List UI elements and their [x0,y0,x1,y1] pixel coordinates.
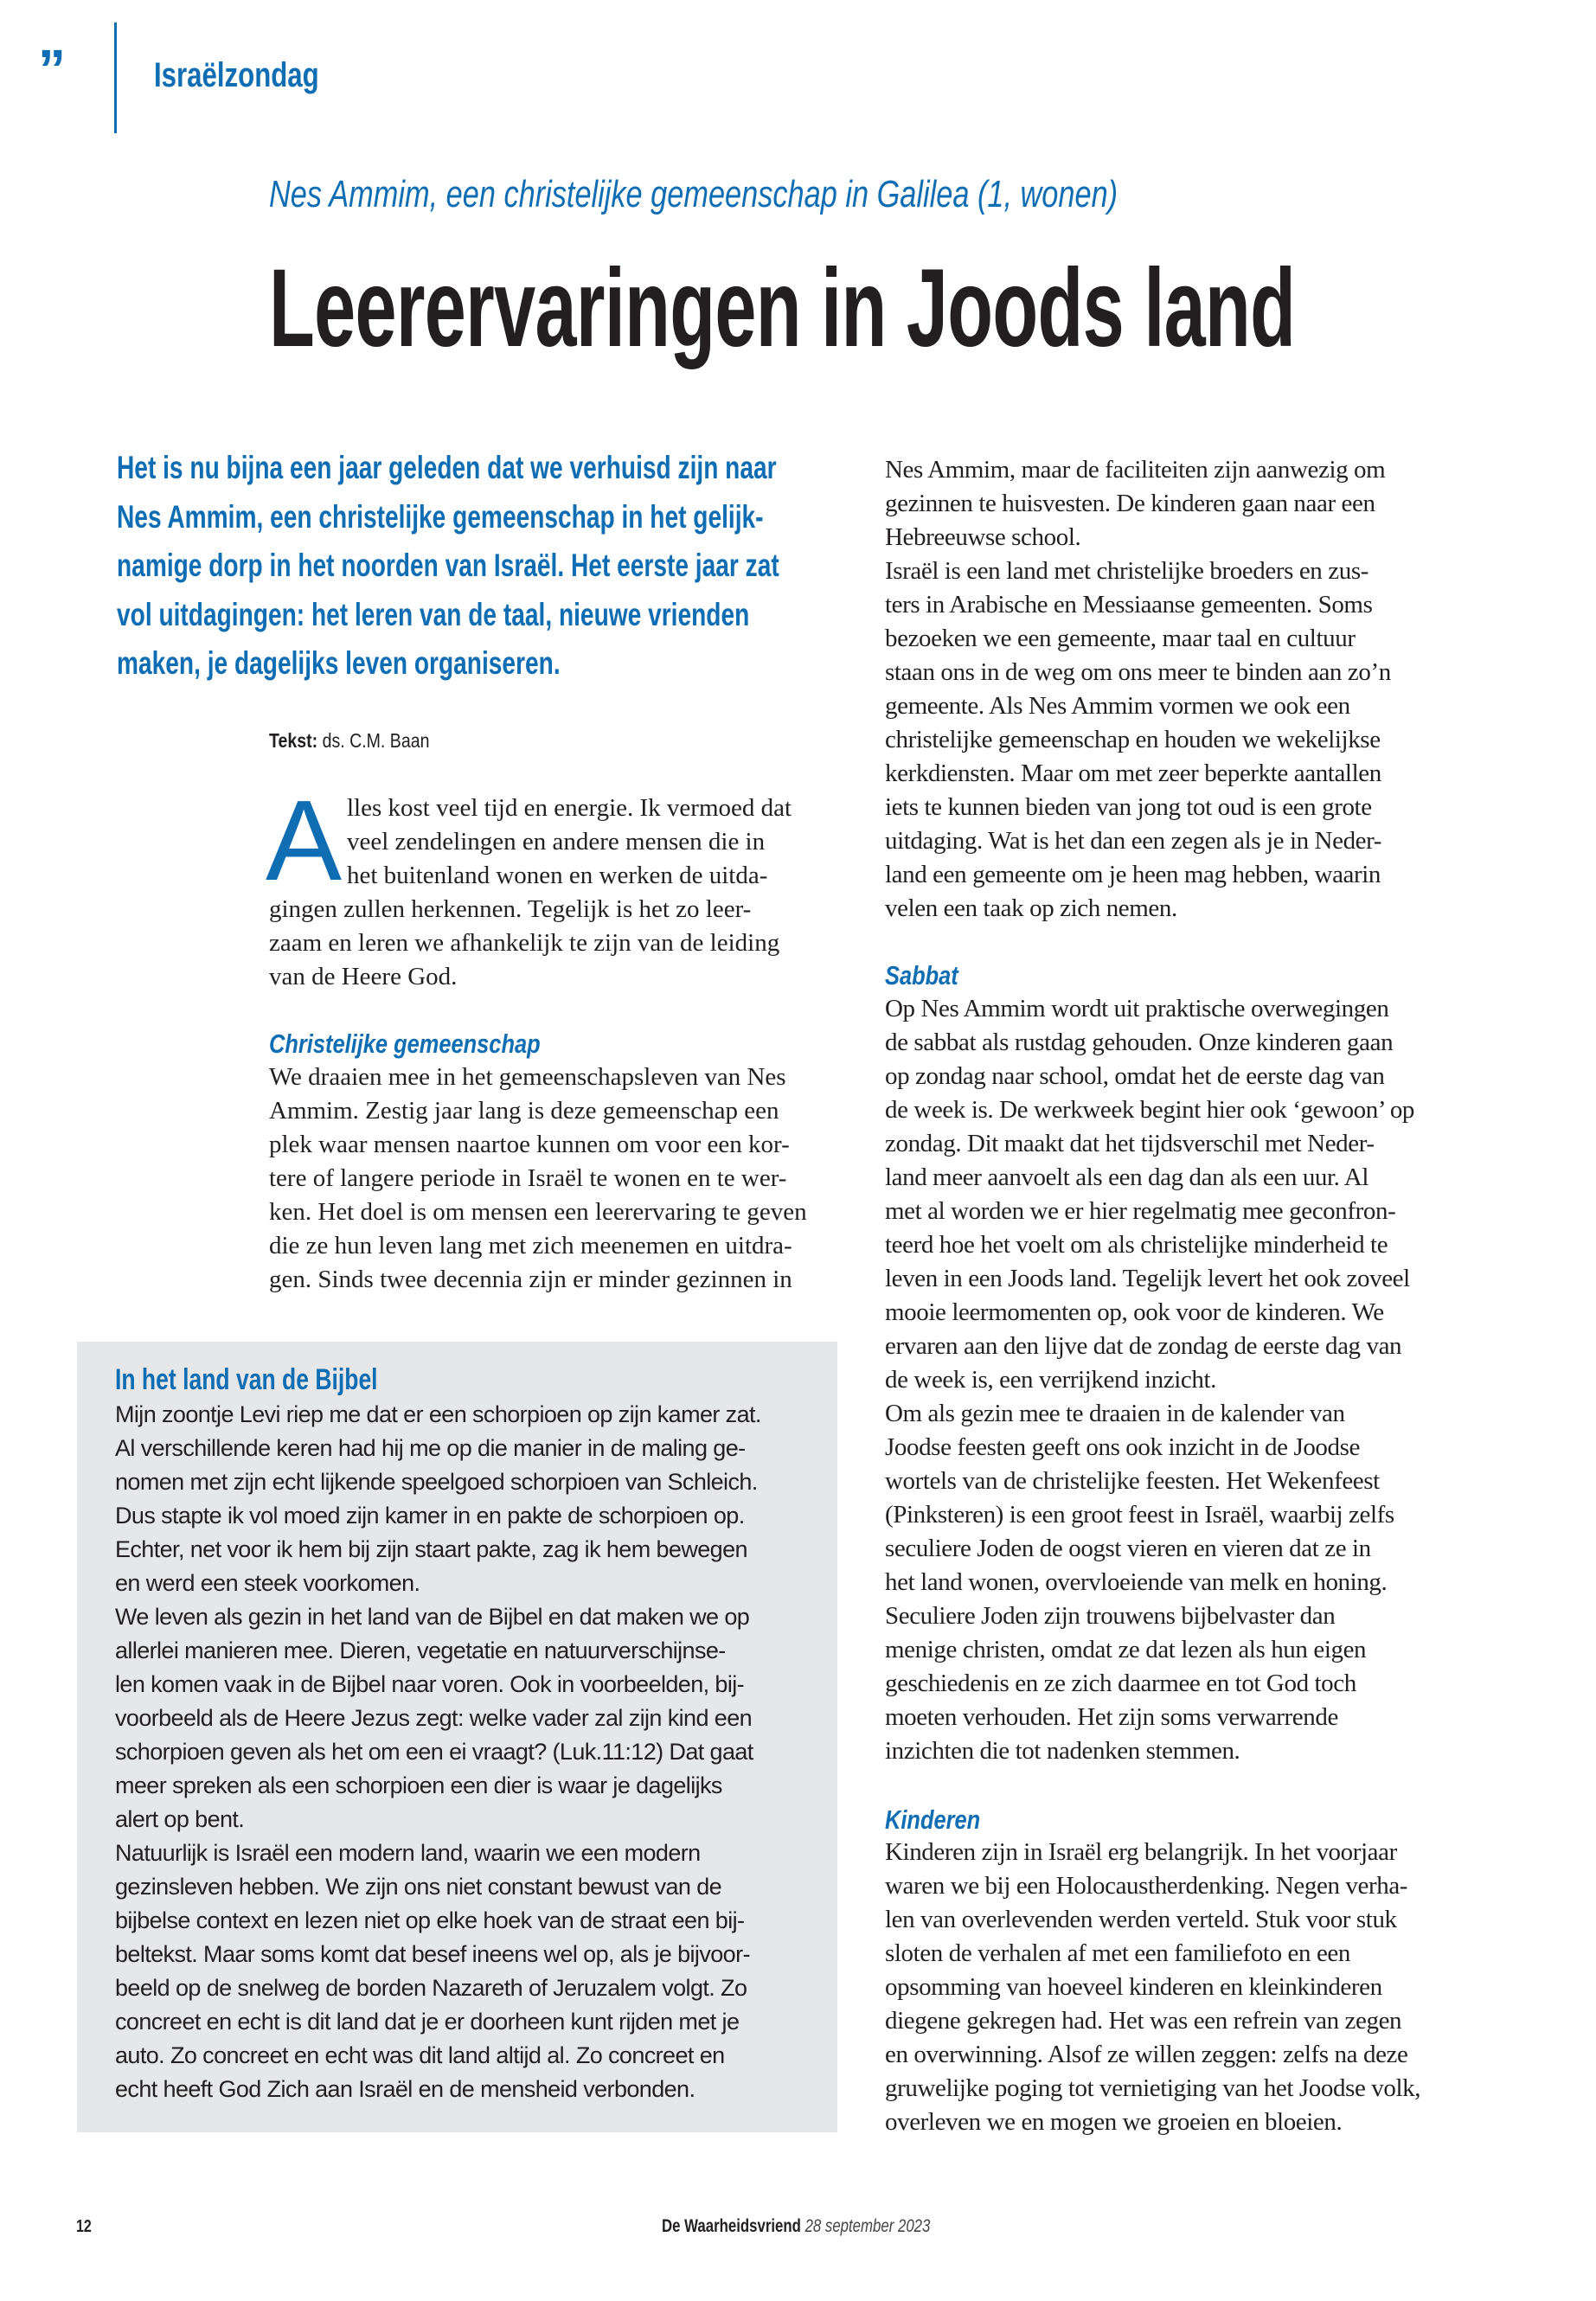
text-line: Dus stapte ik vol moed zijn kamer in en pakte de schorpioen op. [115,1503,745,1529]
text-line: mooie leermomenten op, ook voor de kinderen. We [885,1298,1384,1326]
text-line: We draaien mee in het gemeenschapsleven van Nes [269,1063,786,1091]
text-line: menige christen, omdat ze dat lezen als hun eigen [885,1636,1367,1663]
header-divider [114,22,117,133]
text-line: Israël is een land met christelijke broeders en zus- [885,557,1368,585]
text-line: maken, je dagelijks leven organiseren. [117,645,561,681]
text-line: kerkdiensten. Maar om met zeer beperkte aantallen [885,760,1381,787]
text-line: zondag. Dit maakt dat het tijdsverschil met Neder- [885,1130,1375,1157]
text-line: auto. Zo concreet en echt was dit land altijd al. Zo concreet en [115,2042,725,2068]
text-line: overleven we en mogen we groeien en bloeien. [885,2108,1343,2136]
text-line: de sabbat als rustdag gehouden. Onze kinderen gaan [885,1029,1394,1056]
text-line: alert op bent. [115,1806,245,1832]
text-line: Mijn zoontje Levi riep me dat er een schorpioen op zijn kamer zat. [115,1401,761,1427]
text-line: voorbeeld als de Heere Jezus zegt: welke vader zal zijn kind een [115,1705,753,1731]
text-line: lles kost veel tijd en energie. Ik vermoed dat [347,794,792,822]
quote-icon: ” [38,38,66,100]
text-line: concreet en echt is dit land dat je er doorheen kunt rijden met je [115,2009,740,2035]
text-line: Nes Ammim, maar de faciliteiten zijn aanwezig om [885,456,1386,484]
sidebar-box [77,1342,837,2132]
text-line: land meer aanvoelt als een dag dan als een uur. Al [885,1163,1368,1191]
text-line: Seculiere Joden zijn trouwens bijbelvaster dan [885,1602,1336,1630]
text-line: namige dorp in het noorden van Israël. Het eerste jaar zat [117,548,779,583]
section-christelijke-gemeenschap-text [269,1061,857,1297]
text-line: diegene gekregen had. Het was een refrein van zegen [885,2007,1402,2035]
text-line: Joodse feesten geeft ons ook inzicht in de Joodse [885,1433,1360,1461]
text-line: de week is. De werkweek begint hier ook ‘gewoon’ op [885,1096,1415,1124]
text-line: Natuurlijk is Israël een modern land, waarin we een modern [115,1840,701,1866]
text-line: seculiere Joden de oogst vieren en vieren dat ze in [885,1535,1371,1562]
byline [269,728,429,753]
text-line: gemeente. Als Nes Ammim vormen we ook een [885,692,1350,720]
text-line: Echter, net voor ik hem bij zijn staart pakte, zag ik hem bewegen [115,1536,747,1562]
text-line: waren we bij een Holocaustherdenking. Negen verha- [885,1872,1408,1900]
text-line: de week is, een verrijkend inzicht. [885,1366,1216,1394]
text-line: len komen vaak in de Bijbel naar voren. Ook in voorbeelden, bij- [115,1671,745,1697]
text-line: Nes Ammim, een christelijke gemeenschap in het gelijk- [117,498,764,535]
text-line: iets te kunnen bieden van jong tot oud is een grote [885,793,1372,821]
text-line: teerd hoe het voelt om als christelijke minderheid te [885,1231,1388,1259]
text-line: geschiedenis en ze zich daarmee en tot God toch [885,1670,1356,1697]
text-line: ervaren aan den lijve dat de zondag de eerste dag van [885,1332,1402,1360]
text-line: het land wonen, overvloeiende van melk en honing. [885,1568,1388,1596]
text-line: staan ons in de weg om ons meer te binden aan zo’n [885,658,1391,686]
text-line: moeten verhouden. Het zijn soms verwarrende [885,1703,1338,1731]
sidebar-box-heading: In het land van de Bijbel [115,1363,378,1396]
right-column-intro-text [885,453,1473,926]
text-line: en werd een steek voorkomen. [115,1570,420,1596]
text-line: Hebreeuwse school. [885,523,1081,551]
publication-name: De Waarheidsvriend [662,2216,801,2236]
drop-cap: A [266,777,343,904]
section-label: Israëlzondag [154,56,319,94]
text-line: Kinderen zijn in Israël erg belangrijk. In het voorjaar [885,1838,1397,1866]
text-line: inzichten die tot nadenken stemmen. [885,1737,1240,1765]
article-title: Leerervaringen in Joods land [269,247,1296,370]
text-line: Ammim. Zestig jaar lang is deze gemeenschap een [269,1097,779,1125]
text-line: tere of langere periode in Israël te wonen en te wer- [269,1164,787,1192]
text-line: uitdaging. Wat is het dan een zegen als je in Neder- [885,827,1382,855]
article-kicker: Nes Ammim, een christelijke gemeenschap in Galilea (1, wonen) [269,173,1118,215]
text-line: We leven als gezin in het land van de Bijbel en dat maken we op [115,1604,750,1630]
text-line: christelijke gemeenschap en houden we wekelijkse [885,726,1381,753]
text-line: veel zendelingen en andere mensen die in [347,828,766,856]
text-line: wortels van de christelijke feesten. Het Wekenfeest [885,1467,1380,1495]
byline-author: ds. C.M. Baan [322,729,430,752]
text-line: leven in een Joods land. Tegelijk levert het ook zoveel [885,1265,1410,1292]
text-line: len van overlevenden werden verteld. Stuk voor stuk [885,1906,1397,1933]
text-line: die ze hun leven lang met zich meenemen en uitdra- [269,1232,792,1259]
text-line: nomen met zijn echt lijkende speelgoed schorpioen van Schleich. [115,1469,758,1495]
section-kinderen-text [885,1836,1473,2139]
opening-paragraph [269,792,857,994]
text-line: het buitenland wonen en werken de uitda- [347,862,768,889]
text-line: gen. Sinds twee decennia zijn er minder gezinnen in [269,1266,792,1293]
text-line: gruwelijke poging tot vernietiging van het Joodse volk, [885,2074,1421,2102]
text-line: zaam en leren we afhankelijk te zijn van de leiding [269,929,780,957]
page-number: 12 [76,2217,92,2236]
text-line: ters in Arabische en Messiaanse gemeenten. Soms [885,591,1373,619]
text-line: Het is nu bijna een jaar geleden dat we verhuisd zijn naar [117,450,777,485]
byline-label: Tekst: [269,729,318,752]
publication-date: 28 september 2023 [804,2216,931,2236]
text-line: (Pinksteren) is een groot feest in Israël, waarbij zelfs [885,1501,1394,1529]
text-line: vol uitdagingen: het leren van de taal, nieuwe vrienden [117,596,750,632]
text-line: echt heeft God Zich aan Israël en de mensheid verbonden. [115,2076,695,2102]
text-line: schorpioen geven als het om een ei vraagt? (Luk.11:12) Dat gaat [115,1739,753,1765]
text-line: bijbelse context en lezen niet op elke hoek van de straat een bij- [115,1907,745,1933]
text-line: meer spreken als een schorpioen een dier is waar je dagelijks [115,1772,722,1798]
footer-publication [662,2216,930,2237]
section-sabbat-text [885,992,1473,1768]
text-line: land een gemeente om je heen mag hebben, waarin [885,861,1381,888]
text-line: Om als gezin mee te draaien in de kalender van [885,1400,1345,1427]
text-line: van de Heere God. [269,963,458,990]
text-line: opsomming van hoeveel kinderen en kleinkinderen [885,1973,1382,2001]
heading-kinderen: Kinderen [885,1804,981,1835]
text-line: met al worden we er hier regelmatig mee geconfron- [885,1197,1396,1225]
text-line: Op Nes Ammim wordt uit praktische overwegingen [885,995,1389,1022]
text-line: velen een taak op zich nemen. [885,894,1177,922]
heading-sabbat: Sabbat [885,960,958,990]
text-line: gezinsleven hebben. We zijn ons niet constant bewust van de [115,1874,722,1900]
text-line: Al verschillende keren had hij me op die manier in de maling ge- [115,1435,746,1461]
text-line: allerlei manieren mee. Dieren, vegetatie en natuurverschijnse- [115,1638,726,1663]
text-line: plek waar mensen naartoe kunnen om voor een kor- [269,1131,790,1158]
text-line: ken. Het doel is om mensen een leerervaring te geven [269,1198,807,1226]
text-line: en overwinning. Alsof ze willen zeggen: zelfs na deze [885,2041,1408,2068]
text-line: gezinnen te huisvesten. De kinderen gaan naar een [885,490,1375,517]
text-line: sloten de verhalen af met een familiefoto en een [885,1939,1350,1967]
text-line: gingen zullen herkennen. Tegelijk is het zo leer- [269,895,752,923]
heading-christelijke-gemeenschap: Christelijke gemeenschap [269,1029,541,1059]
text-line: beltekst. Maar soms komt dat besef ineens wel op, als je bijvoor- [115,1941,750,1967]
text-line: op zondag naar school, omdat het de eerste dag van [885,1062,1385,1090]
sidebar-box-text [115,1398,833,2106]
text-line: beeld op de snelweg de borden Nazareth of Jeruzalem volgt. Zo [115,1975,747,2001]
text-line: bezoeken we een gemeente, maar taal en cultuur [885,625,1356,652]
